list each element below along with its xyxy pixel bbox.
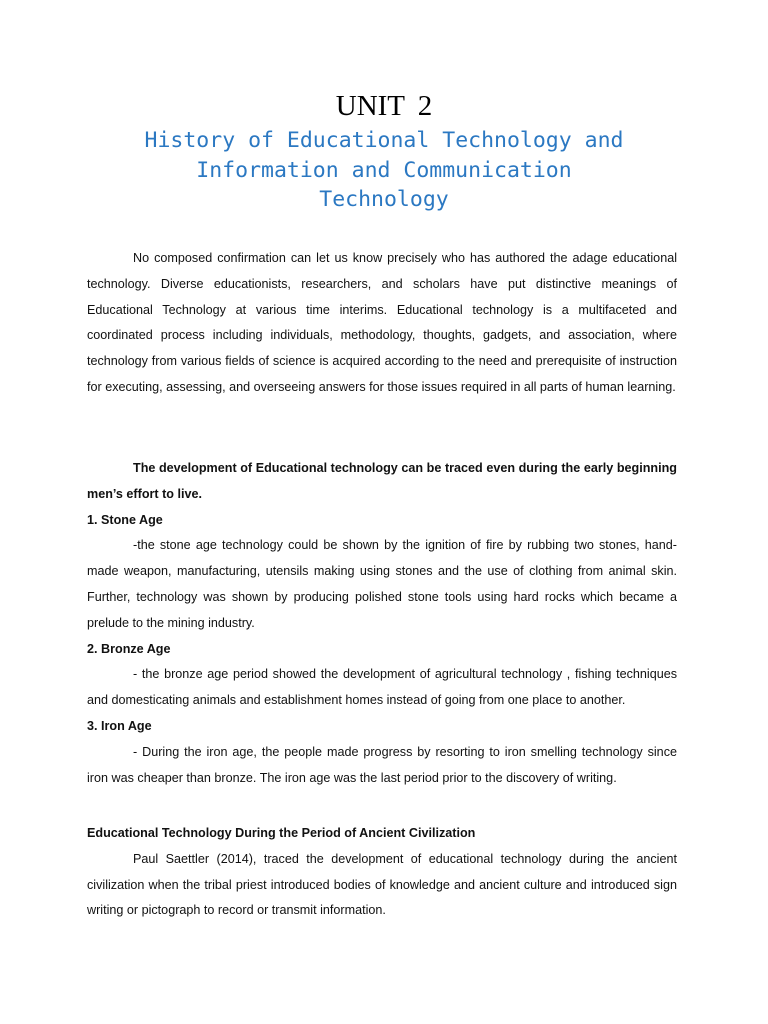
ancient-civilization-heading: Educational Technology During the Period of Ancient Civilization (87, 826, 476, 840)
unit-heading: UNIT 2 (335, 90, 433, 122)
development-paragraph: The development of Educational technology can be traced even during the early beginning men’s effort to live. (87, 461, 677, 501)
iron-age-text: - During the iron age, the people made progress by resorting to iron smelling technology since iron was cheaper than bronze. The iron age was the last period prior to the discovery of writing. (87, 744, 677, 785)
stone-age-text: -the stone age technology could be shown by the ignition of fire by rubbing two stones, hand-made weapon, manufacturing, utensils making using stones and the use of clothing from animal skin. Further, technology was shown by producing polished stone tools using hard rocks which became a prelude to the mining industry. (87, 538, 677, 630)
document-title (84, 126, 684, 215)
stone-age-heading: 1. Stone Age (87, 512, 163, 527)
ages-section (87, 456, 677, 791)
intro-paragraph-block (87, 246, 677, 401)
title-line-2: Information and Communication (196, 157, 572, 183)
title-line-1: History of Educational Technology and (144, 128, 624, 153)
bronze-age-text: - the bronze age period showed the development of agricultural technology , fishing techniques and domesticating animals and establishment homes instead of going from one place to another. (87, 667, 677, 708)
title-line-3: Technology (319, 187, 449, 212)
ancient-civilization-text: Paul Saettler (2014), traced the development of educational technology during the ancient civilization when the tribal priest introduced bodies of knowledge and ancient culture and introduced sign writing or pictograph to record or transmit information. (87, 851, 677, 918)
iron-age-heading: 3. Iron Age (87, 718, 152, 733)
ancient-section (87, 821, 677, 924)
intro-paragraph: No composed confirmation can let us know precisely who has authored the adage educational technology. Diverse educationists, researchers, and scholars have put distinctive meanings of Educational Technology at various time interims. Educational technology is a multifaceted and coordinated process including individuals, methodology, thoughts, gadgets, and association, where technology from various fields of science is acquired according to the need and prerequisite of instruction for executing, assessing, and overseeing answers for those issues required in all parts of human learning. (87, 251, 677, 394)
bronze-age-heading: 2. Bronze Age (87, 641, 171, 656)
